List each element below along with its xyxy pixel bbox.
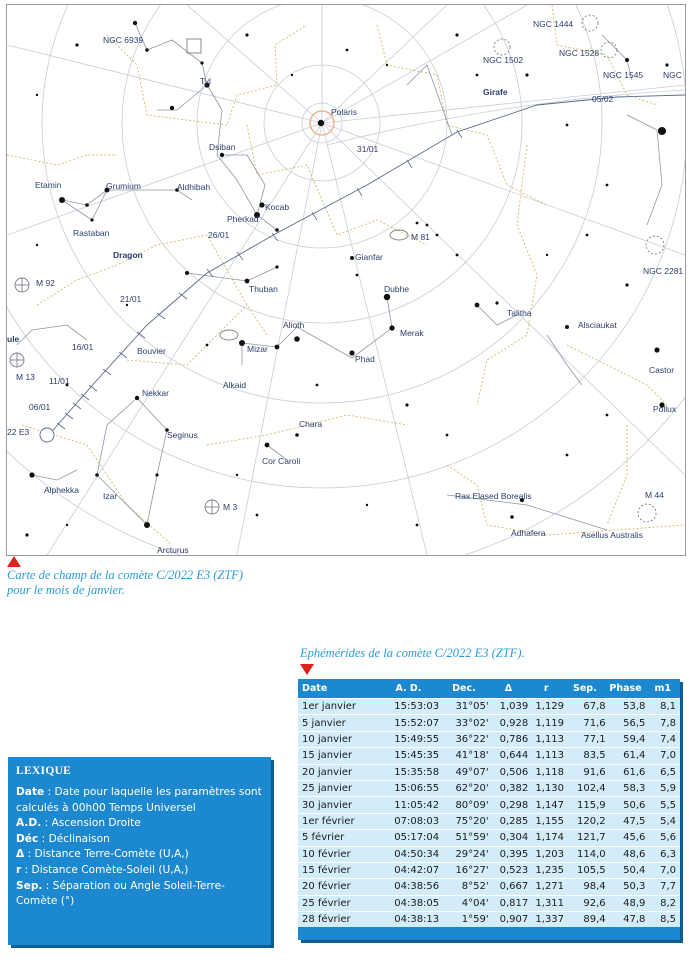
cell-r: 1,337 <box>528 912 564 928</box>
label-thuban: Thuban <box>249 284 278 294</box>
cell-ad: 04:38:13 <box>378 912 439 928</box>
lexique-entry <box>16 863 266 879</box>
label-girafe: Girafe <box>483 87 508 97</box>
lexique-definition: : Séparation ou Angle Soleil-Terre-Comète (°) <box>16 879 226 908</box>
label-corcaroli: Cor Caroli <box>262 456 301 466</box>
cell-phase: 59,4 <box>606 731 646 747</box>
table-header-row <box>298 679 680 699</box>
lexique-title: LEXIQUE <box>16 765 72 777</box>
header-m1: m1 <box>654 683 671 694</box>
cell-phase: 50,4 <box>606 862 646 878</box>
cell-date: 20 janvier <box>298 764 378 780</box>
lexique-term: Date <box>16 786 45 798</box>
cell-date: 10 février <box>298 846 378 862</box>
cell-dec: 31°05' <box>439 699 488 715</box>
label-dsiban: Dsiban <box>209 142 236 152</box>
label-ngc: NGC <box>663 70 682 80</box>
cell-sep: 102,4 <box>564 780 606 796</box>
label-alsciaukat: Alsciaukat <box>578 320 617 330</box>
ephemeris-table-box <box>298 679 680 940</box>
cell-delta: 0,928 <box>489 715 529 731</box>
cell-phase: 48,6 <box>606 846 646 862</box>
cell-date: 25 janvier <box>298 780 378 796</box>
lexique-entry <box>16 816 266 832</box>
star-chart-graphics <box>7 5 685 555</box>
header-dec: Dec. <box>452 683 476 694</box>
cell-dec: 62°20' <box>439 780 488 796</box>
label-ras-elased-borealis: Ras Elased Borealis <box>455 491 532 501</box>
header-phase: Phase <box>609 683 642 694</box>
cell-r: 1,129 <box>528 699 564 715</box>
cell-date: 28 février <box>298 912 378 928</box>
cell-delta: 0,506 <box>489 764 529 780</box>
label-grumium: Grumium <box>106 181 141 191</box>
cell-phase: 48,9 <box>606 895 646 911</box>
cell-ad: 15:49:55 <box>378 731 439 747</box>
lexique-term: Sep. <box>16 879 43 892</box>
label-date-0601: 06/01 <box>29 402 51 412</box>
cell-delta: 0,382 <box>489 780 529 796</box>
cell-r: 1,119 <box>528 715 564 731</box>
lexique-entry <box>16 879 266 910</box>
header-delta: Δ <box>504 683 513 694</box>
cell-delta: 0,907 <box>489 912 529 928</box>
label-tyl: Tyl <box>200 76 211 86</box>
cell-phase: 53,8 <box>606 699 646 715</box>
map-caption-line-1: Carte de champ de la comète C/2022 E3 (ZTF) <box>7 568 244 582</box>
comet-start-marker <box>40 428 54 442</box>
label-date-2601: 26/01 <box>208 230 230 240</box>
label-ngc1444: NGC 1444 <box>533 19 574 29</box>
label-dubhe: Dubhe <box>384 284 410 294</box>
label-arcturus: Arcturus <box>157 545 189 555</box>
ephemeris-table <box>298 679 680 927</box>
label-m81: M 81 <box>411 232 430 242</box>
label-merak: Merak <box>400 328 424 338</box>
label-date-1601: 16/01 <box>72 342 94 352</box>
label-etamin: Etamin <box>35 180 62 190</box>
label-alphekka: Alphekka <box>44 485 79 495</box>
label-ule: ule <box>7 334 20 344</box>
cell-delta: 0,285 <box>489 813 529 829</box>
cell-delta: 0,298 <box>489 797 529 813</box>
label-ngc1528: NGC 1528 <box>559 48 600 58</box>
cell-phase: 58,3 <box>606 780 646 796</box>
cell-date: 15 janvier <box>298 748 378 764</box>
cell-m1: 7,0 <box>645 862 680 878</box>
cell-dec: 16°27' <box>439 862 488 878</box>
cell-m1: 6,5 <box>645 764 680 780</box>
cell-sep: 67,8 <box>564 699 606 715</box>
table-row <box>298 813 680 829</box>
label-m13: M 13 <box>16 372 35 382</box>
cell-delta: 1,039 <box>489 699 529 715</box>
table-row <box>298 895 680 911</box>
header-r: r <box>543 683 549 694</box>
table-row <box>298 797 680 813</box>
label-chara: Chara <box>299 419 323 429</box>
header-sep: Sep. <box>572 683 597 694</box>
cell-sep: 121,7 <box>564 830 606 846</box>
cell-m1: 6,3 <box>645 846 680 862</box>
cell-phase: 61,6 <box>606 764 646 780</box>
stars <box>25 21 668 537</box>
label-alkaid: Alkaid <box>223 380 247 390</box>
lexique-entry <box>16 847 266 863</box>
cell-date: 5 février <box>298 830 378 846</box>
table-caption: Ephémérides de la comète C/2022 E3 (ZTF). <box>300 646 525 660</box>
constellation-boundaries <box>7 5 685 545</box>
cell-sep: 98,4 <box>564 879 606 895</box>
lexique-term: A.D. <box>16 817 42 830</box>
label-adhafera: Adhafera <box>511 528 546 538</box>
lexique-term: Déc <box>16 832 39 845</box>
cell-r: 1,271 <box>528 879 564 895</box>
cell-phase: 47,5 <box>606 813 646 829</box>
cell-dec: 1°59' <box>439 912 488 928</box>
cell-ad: 15:52:07 <box>378 715 439 731</box>
cell-date: 10 janvier <box>298 731 378 747</box>
label-phad: Phad <box>355 354 375 364</box>
label-date-0502: 05/02 <box>592 94 614 104</box>
cell-m1: 8,5 <box>645 912 680 928</box>
cell-sep: 105,5 <box>564 862 606 878</box>
cell-date: 30 janvier <box>298 797 378 813</box>
cell-m1: 7,7 <box>645 879 680 895</box>
label-pherkad: Pherkad <box>227 214 259 224</box>
table-row <box>298 912 680 928</box>
lexique-definition: : Ascension Droite <box>41 817 141 830</box>
cell-sep: 77,1 <box>564 731 606 747</box>
cell-ad: 11:05:42 <box>378 797 439 813</box>
cell-delta: 0,786 <box>489 731 529 747</box>
lexique-definition: : Déclinaison <box>38 832 110 845</box>
label-e3: 22 E3 <box>7 427 30 437</box>
label-date-2101: 21/01 <box>120 294 142 304</box>
cell-r: 1,118 <box>528 764 564 780</box>
cell-dec: 51°59' <box>439 830 488 846</box>
cell-phase: 50,6 <box>606 797 646 813</box>
cell-date: 15 février <box>298 862 378 878</box>
table-row <box>298 748 680 764</box>
cell-sep: 89,4 <box>564 912 606 928</box>
label-kocab: Kocab <box>265 202 290 212</box>
cell-ad: 04:38:05 <box>378 895 439 911</box>
map-caption-marker <box>7 556 21 567</box>
label-asellus-australis: Asellus Australis <box>581 530 643 540</box>
label-seginus: Seginus <box>167 430 198 440</box>
cell-phase: 45,6 <box>606 830 646 846</box>
label-ngc1502: NGC 1502 <box>483 55 524 65</box>
cell-ad: 04:38:56 <box>378 879 439 895</box>
table-row <box>298 862 680 878</box>
header-date: Date <box>302 683 328 694</box>
label-polaris: Polaris <box>331 107 357 117</box>
lexique-entry <box>16 785 266 816</box>
cell-dec: 29°24' <box>439 846 488 862</box>
label-talitha: Talitha <box>507 308 532 318</box>
cell-ad: 15:45:35 <box>378 748 439 764</box>
coordinate-grid <box>7 5 685 555</box>
cell-sep: 83,5 <box>564 748 606 764</box>
label-rastaban: Rastaban <box>73 228 110 238</box>
header-ad: A. D. <box>395 683 422 694</box>
cell-r: 1,130 <box>528 780 564 796</box>
cell-date: 1er janvier <box>298 699 378 715</box>
cell-dec: 41°18' <box>439 748 488 764</box>
map-caption-line-2: pour le mois de janvier. <box>7 583 125 597</box>
cell-sep: 114,0 <box>564 846 606 862</box>
cell-delta: 0,395 <box>489 846 529 862</box>
cell-phase: 61,4 <box>606 748 646 764</box>
lexique-definition: : Distance Terre-Comète (U,A,) <box>24 848 189 861</box>
cell-dec: 33°02' <box>439 715 488 731</box>
star-chart <box>6 4 686 556</box>
table-row <box>298 699 680 715</box>
label-pollux: Pollux <box>653 404 677 414</box>
label-castor: Castor <box>649 365 675 375</box>
table-row <box>298 846 680 862</box>
cell-ad: 04:42:07 <box>378 862 439 878</box>
cell-delta: 0,304 <box>489 830 529 846</box>
lexique-box <box>8 757 271 945</box>
table-row <box>298 715 680 731</box>
table-row <box>298 731 680 747</box>
cell-ad: 04:50:34 <box>378 846 439 862</box>
label-date-1101: 11/01 <box>49 376 70 386</box>
label-izar: Izar <box>103 491 118 501</box>
cell-r: 1,235 <box>528 862 564 878</box>
cell-sep: 92,6 <box>564 895 606 911</box>
cell-r: 1,147 <box>528 797 564 813</box>
label-dragon: Dragon <box>113 250 143 260</box>
cell-delta: 0,817 <box>489 895 529 911</box>
table-row <box>298 764 680 780</box>
cell-m1: 5,6 <box>645 830 680 846</box>
cell-m1: 8,2 <box>645 895 680 911</box>
lexique-term: r <box>16 863 22 876</box>
cell-sep: 71,6 <box>564 715 606 731</box>
cell-m1: 5,5 <box>645 797 680 813</box>
cell-date: 5 janvier <box>298 715 378 731</box>
cell-dec: 36°22' <box>439 731 488 747</box>
map-caption <box>7 568 327 598</box>
cell-ad: 15:06:55 <box>378 780 439 796</box>
cell-dec: 49°07' <box>439 764 488 780</box>
label-m44: M 44 <box>645 490 664 500</box>
label-date-3101: 31/01 <box>357 144 379 154</box>
cell-date: 20 février <box>298 879 378 895</box>
label-aldhibah: Aldhibah <box>177 182 211 192</box>
cell-dec: 75°20' <box>439 813 488 829</box>
label-mizar: Mizar <box>247 344 268 354</box>
cell-phase: 56,5 <box>606 715 646 731</box>
cell-delta: 0,523 <box>489 862 529 878</box>
lexique-entry <box>16 832 266 848</box>
cell-r: 1,311 <box>528 895 564 911</box>
cell-delta: 0,644 <box>489 748 529 764</box>
cell-r: 1,174 <box>528 830 564 846</box>
cell-ad: 05:17:04 <box>378 830 439 846</box>
table-row <box>298 780 680 796</box>
label-nekkar: Nekkar <box>142 388 169 398</box>
lexique-body <box>16 785 266 910</box>
table-row <box>298 830 680 846</box>
cell-m1: 8,1 <box>645 699 680 715</box>
cell-date: 1er février <box>298 813 378 829</box>
cell-ad: 15:35:58 <box>378 764 439 780</box>
cell-phase: 47,8 <box>606 912 646 928</box>
cell-r: 1,113 <box>528 748 564 764</box>
label-gianfar: Gianfar <box>355 252 383 262</box>
cell-m1: 5,4 <box>645 813 680 829</box>
constellation-lines <box>17 23 662 530</box>
lexique-definition: : Distance Comète-Soleil (U,A,) <box>21 863 189 876</box>
lexique-term: Δ <box>16 848 25 861</box>
table-caption-marker <box>300 664 314 675</box>
table-body <box>298 699 680 928</box>
label-bouvier: Bouvier <box>137 346 166 356</box>
table-row <box>298 879 680 895</box>
lexique-definition: : Date pour laquelle les paramètres sont calculés à 00h00 Temps Universel <box>16 786 262 814</box>
cell-m1: 7,0 <box>645 748 680 764</box>
cell-dec: 80°09' <box>439 797 488 813</box>
label-m3: M 3 <box>223 502 238 512</box>
label-ngc1545: NGC 1545 <box>603 70 644 80</box>
cell-r: 1,113 <box>528 731 564 747</box>
cell-m1: 5,9 <box>645 780 680 796</box>
cell-r: 1,203 <box>528 846 564 862</box>
cell-sep: 115,9 <box>564 797 606 813</box>
cell-delta: 0,667 <box>489 879 529 895</box>
cell-sep: 91,6 <box>564 764 606 780</box>
label-alioth: Alioth <box>283 320 305 330</box>
cell-dec: 4°04' <box>439 895 488 911</box>
cell-r: 1,155 <box>528 813 564 829</box>
cell-m1: 7,8 <box>645 715 680 731</box>
cell-ad: 15:53:03 <box>378 699 439 715</box>
cell-ad: 07:08:03 <box>378 813 439 829</box>
cell-phase: 50,3 <box>606 879 646 895</box>
label-ngc6939: NGC 6939 <box>103 35 144 45</box>
label-ngc2281: NGC 2281 <box>643 266 684 276</box>
cell-m1: 7,4 <box>645 731 680 747</box>
cell-date: 25 février <box>298 895 378 911</box>
cell-sep: 120,2 <box>564 813 606 829</box>
cell-dec: 8°52' <box>439 879 488 895</box>
label-m92: M 92 <box>36 278 55 288</box>
